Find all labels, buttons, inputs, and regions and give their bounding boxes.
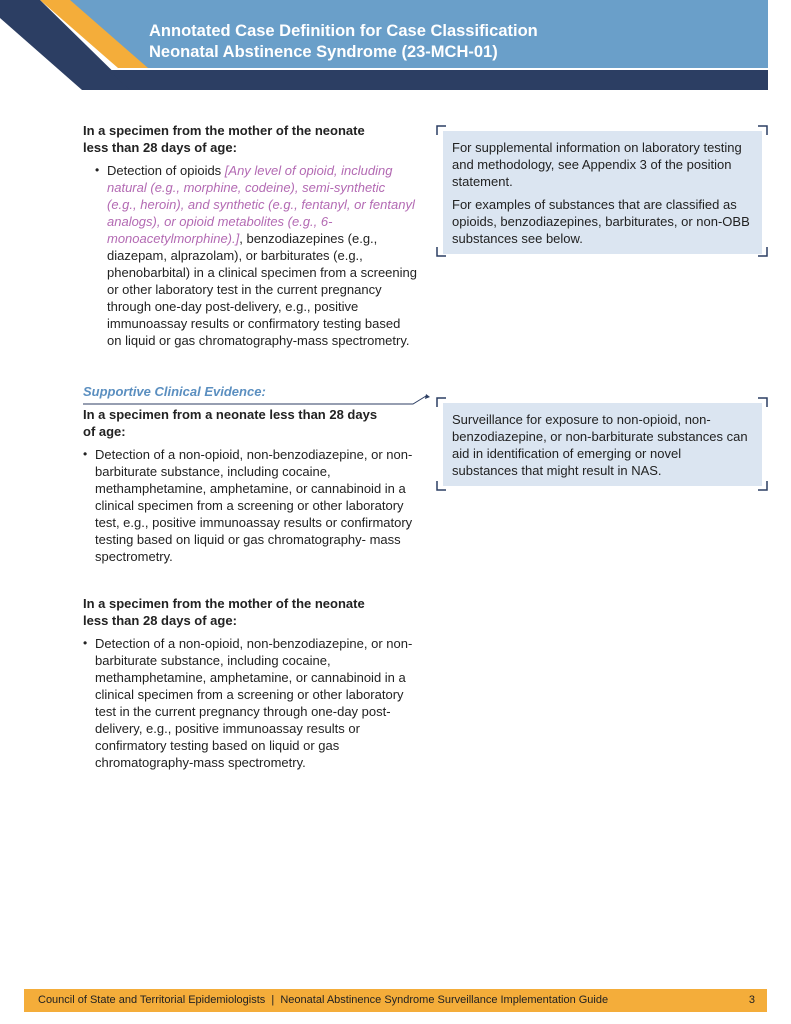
bullet-list: [83, 162, 417, 349]
bullet-icon: •: [83, 447, 88, 461]
title-line-1: Annotated Case Definition for Case Classification: [149, 22, 538, 40]
bracket-corner-icon: [436, 125, 446, 135]
callout-surveillance: [443, 403, 762, 486]
annotation-note: [Any level of opioid, including natural (e.g., morphine, codeine), semi-synthetic (e.g., heroin), and synthetic (e.g., fentanyl, or fentanyl analogs), or opioid metabolites (e.g., 6-monoacetylmorphine).]: [107, 163, 415, 246]
footer-guide-title: Neonatal Abstinence Syndrome Surveillance Implementation Guide: [280, 994, 609, 1006]
section-heading: In a specimen from the mother of the neonate less than 28 days of age:: [83, 123, 365, 155]
section-mother-opioids: [83, 122, 417, 349]
bracket-corner-icon: [758, 481, 768, 491]
supportive-evidence-label: Supportive Clinical Evidence:: [83, 384, 266, 399]
callout-lab-info: [443, 131, 762, 254]
section-neonate-specimen: [83, 406, 417, 565]
section-heading: In a specimen from the mother of the neonate less than 28 days of age:: [83, 596, 365, 628]
page-number: 3: [748, 994, 755, 1006]
section-heading: In a specimen from a neonate less than 28 days of age:: [83, 407, 378, 439]
bullet-list: [83, 446, 417, 565]
page-title: [149, 21, 538, 63]
bracket-corner-icon: [758, 125, 768, 135]
bullet-icon: •: [95, 163, 100, 177]
bracket-corner-icon: [436, 481, 446, 491]
bracket-corner-icon: [758, 397, 768, 407]
bracket-corner-icon: [758, 247, 768, 257]
footer-separator: |: [271, 994, 275, 1006]
footer-org: Council of State and Territorial Epidemiologists: [38, 994, 266, 1006]
callout-paragraph: For supplemental information on laboratory testing and methodology, see Appendix 3 of the position statement.: [452, 140, 742, 189]
list-item: • Detection of a non-opioid, non-benzodiazepine, or non-barbiturate substance, including cocaine, methamphetamine, amphetamine, or cannabinoid in a clinical specimen from a screening or other laboratory test in the current pregnancy through one-day post-delivery, e.g., positive immunoassay results or confirmatory testing based on liquid or gas chromatography-mass spectrometry.: [83, 636, 413, 770]
connector-arrow: [83, 392, 433, 406]
header-navy-bar: [108, 70, 768, 90]
footer-text: [38, 989, 608, 1012]
callout-paragraph: For examples of substances that are classified as opioids, benzodiazepines, barbiturates, or non-OBB substances see below.: [452, 197, 750, 246]
bullet-list: [83, 635, 417, 771]
bracket-corner-icon: [436, 397, 446, 407]
page-footer: [24, 989, 767, 1012]
section-mother-non-obb: [83, 595, 417, 771]
list-item: • Detection of a non-opioid, non-benzodiazepine, or non-barbiturate substance, including cocaine, methamphetamine, amphetamine, or cannabinoid in a clinical specimen from a screening or other laboratory test, e.g., positive immunoassay results or confirmatory testing based on liquid or gas chromatography- mass spectrometry.: [83, 447, 413, 564]
bullet-icon: •: [83, 636, 88, 650]
title-line-2: Neonatal Abstinence Syndrome (23-MCH-01): [149, 43, 498, 61]
callout-paragraph: Surveillance for exposure to non-opioid, non-benzodiazepine, or non-barbiturate substances can aid in identification of emerging or novel substances that might result in NAS.: [452, 412, 748, 478]
bracket-corner-icon: [436, 247, 446, 257]
list-item: • Detection of opioids [Any level of opioid, including natural (e.g., morphine, codeine), semi-synthetic (e.g., heroin), and synthetic (e.g., fentanyl, or fentanyl analogs), or opioid metabolites (e.g., 6-monoacetylmorphine).], benzodiazepines (e.g., diazepam, alprazolam), or barbiturates (e.g., phenobarbital) in a clinical specimen from a screening or other laboratory test in the current pregnancy through one-day post-delivery, e.g., positive immunoassay results or confirmatory testing based on liquid or gas chromatography-mass spectrometry.: [95, 163, 417, 348]
